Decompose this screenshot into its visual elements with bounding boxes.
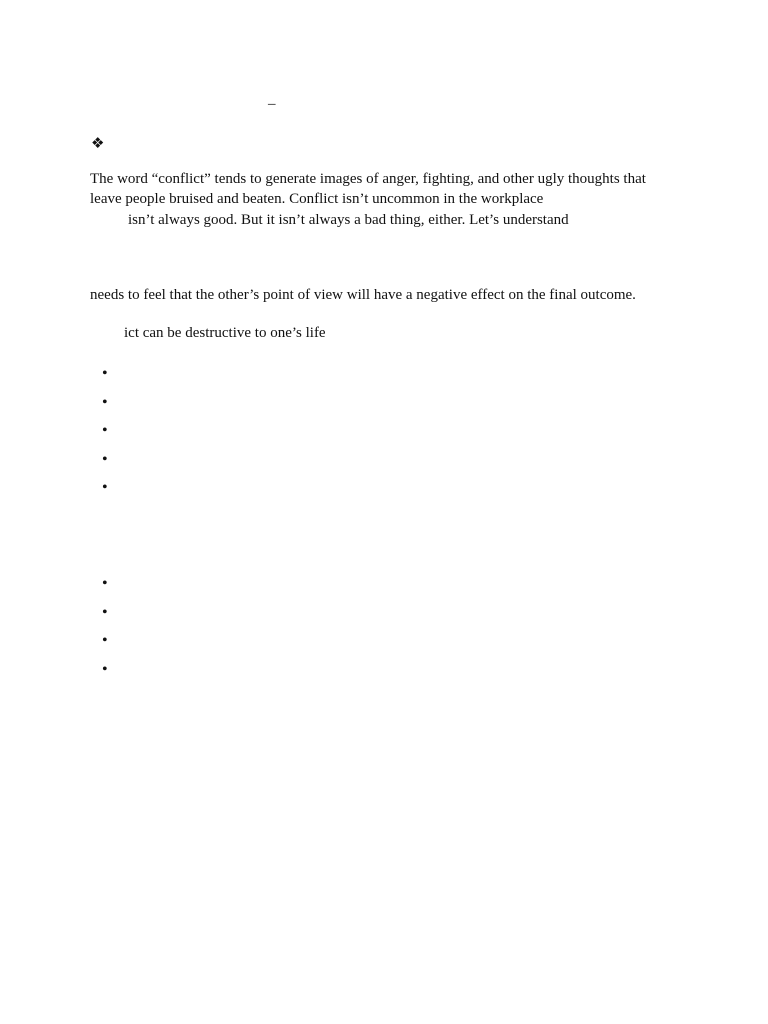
bullet-list-2 xyxy=(102,576,108,690)
bullet-item: • xyxy=(102,422,108,439)
bullet-item: • xyxy=(102,575,108,592)
bullet-item: • xyxy=(102,365,108,382)
bullet-item: • xyxy=(102,660,108,678)
bullet-item: • xyxy=(102,603,108,621)
paragraph-1-line-1: The word “conflict” tends to generate images of anger, fighting, and other ugly thoughts that xyxy=(90,171,646,187)
paragraph-1-line-2: leave people bruised and beaten. Conflict isn’t uncommon in the workplace xyxy=(90,191,544,207)
heading-dash: – xyxy=(268,96,276,112)
paragraph-3-line-1: ict can be destructive to one’s life xyxy=(124,325,326,341)
bullet-item: • xyxy=(102,632,108,649)
bullet-item: • xyxy=(102,479,108,496)
bullet-item: • xyxy=(102,450,108,468)
diamond-bullet-icon: ❖ xyxy=(91,134,105,152)
paragraph-2-line-1: needs to feel that the other’s point of view will have a negative effect on the final outcome. xyxy=(90,287,636,303)
bullet-list-1 xyxy=(102,366,108,509)
bullet-item: • xyxy=(102,393,108,411)
paragraph-1-line-3: isn’t always good. But it isn’t always a bad thing, either. Let’s understand xyxy=(128,212,569,228)
